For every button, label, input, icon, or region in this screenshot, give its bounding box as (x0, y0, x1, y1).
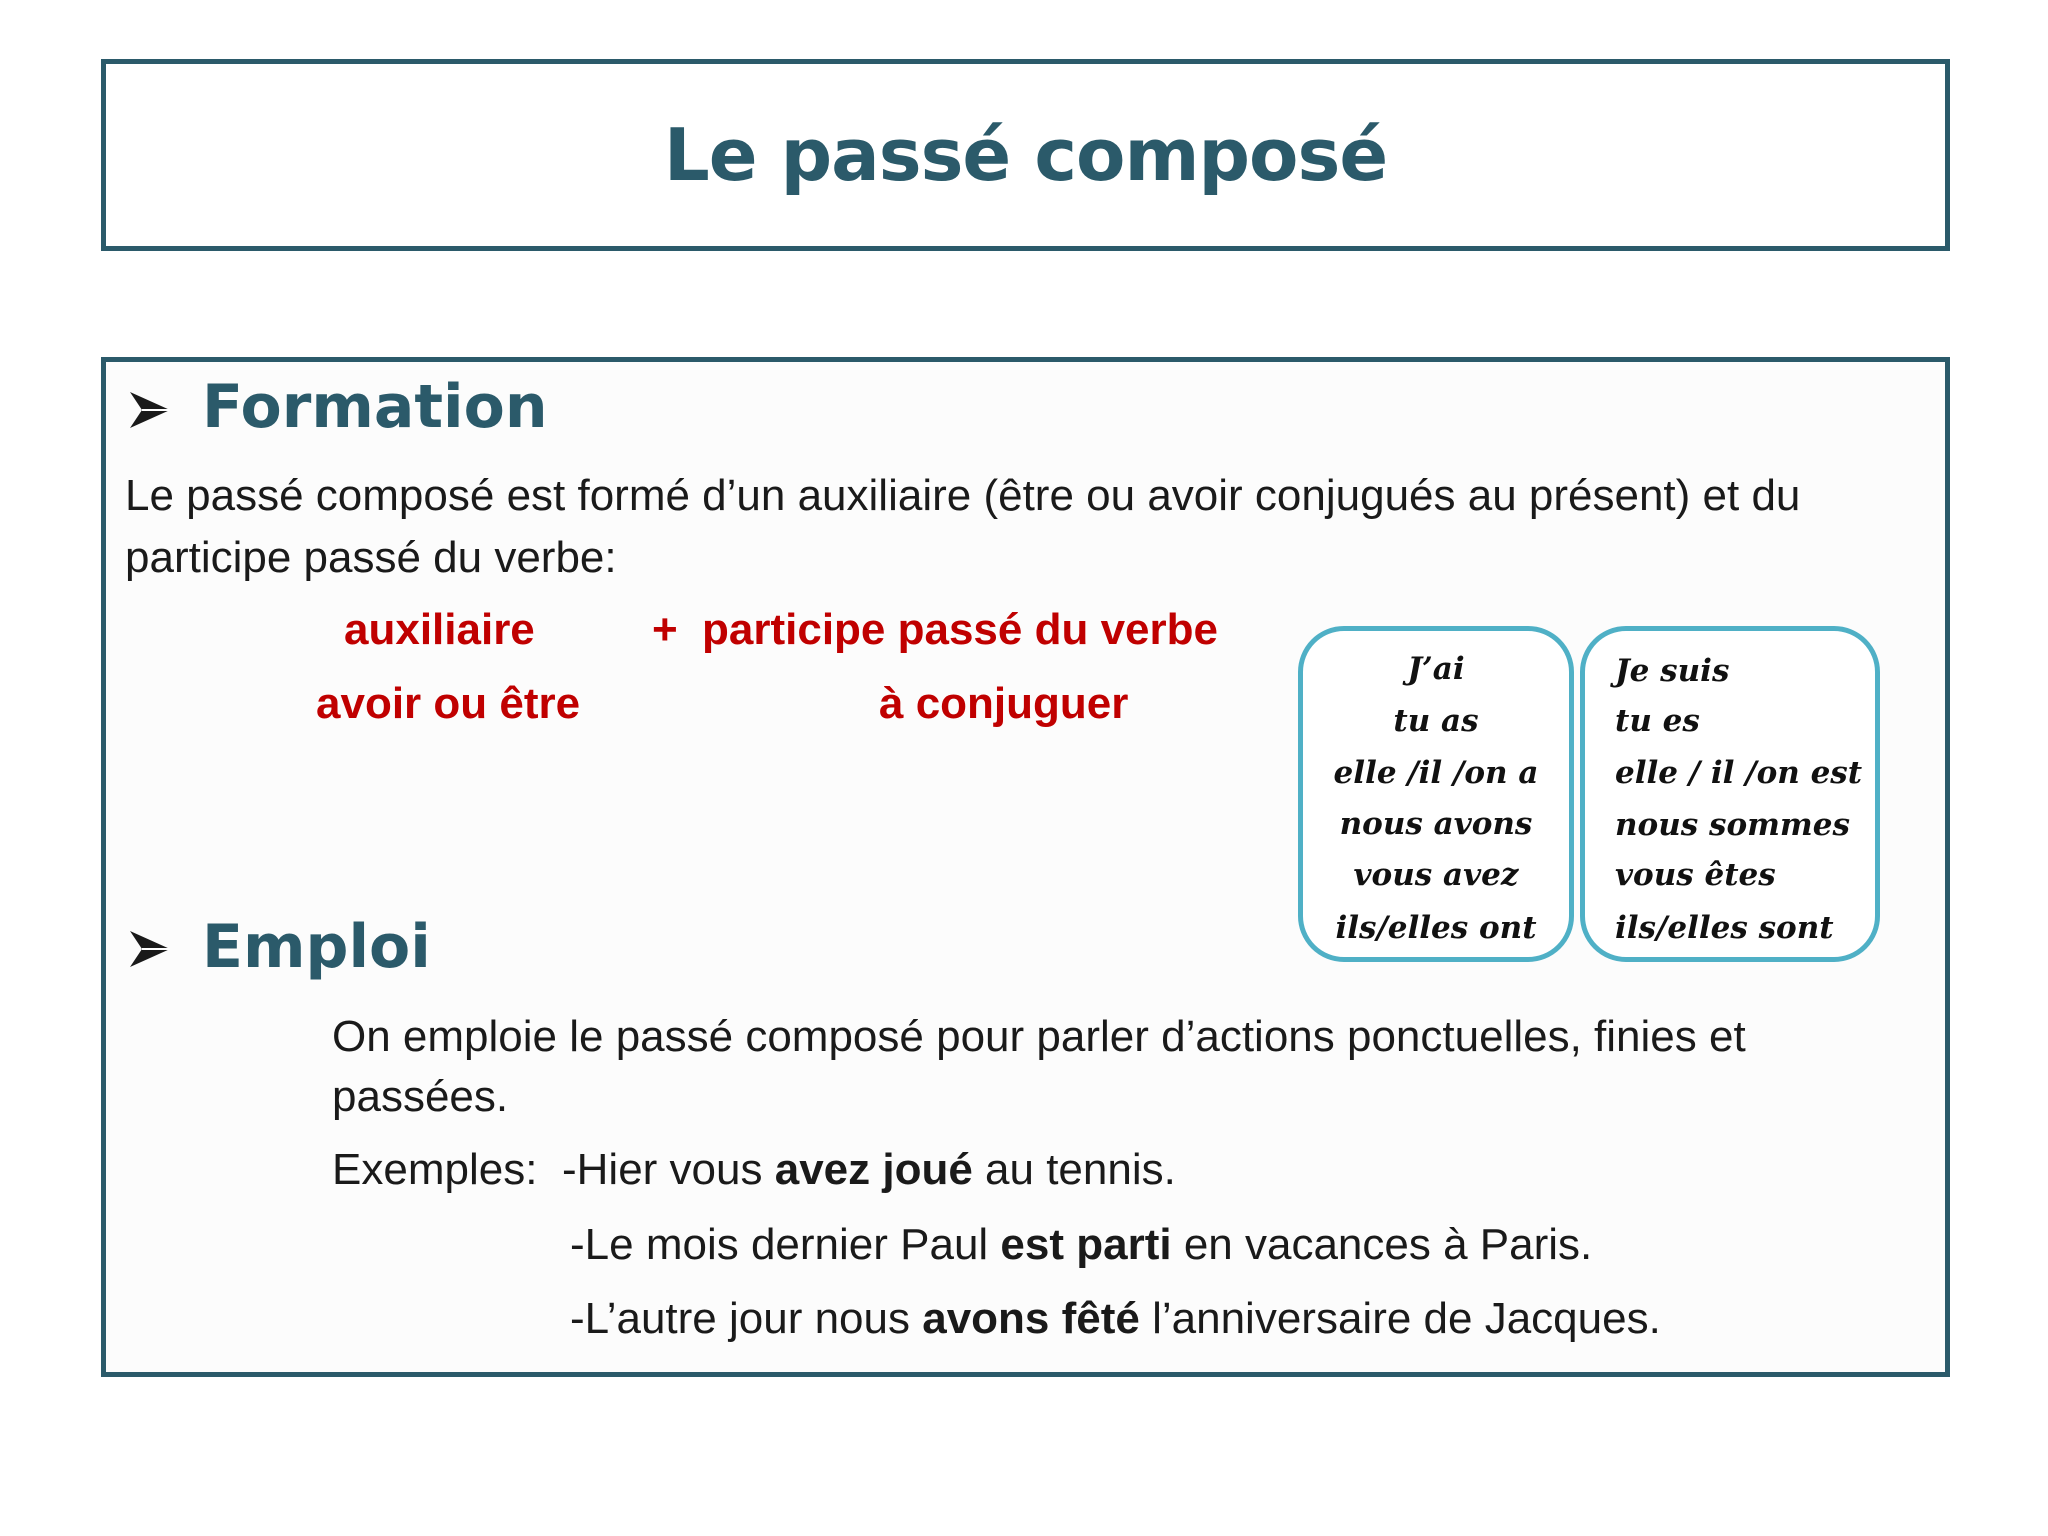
example-text: -Hier vous (562, 1145, 775, 1194)
example-text: -L’autre jour nous (570, 1294, 923, 1343)
example-sentence (562, 1139, 1176, 1201)
page-title: Le passé composé (663, 113, 1388, 197)
avoir-line: nous avons (1339, 806, 1533, 842)
title-box (101, 59, 1950, 251)
etre-line: tu es (1615, 703, 1700, 739)
emploi-text-line2: passées. (332, 1072, 509, 1121)
etre-line: Je suis (1615, 653, 1730, 689)
avoir-line: tu as (1393, 703, 1479, 739)
avoir-line: J’ai (1407, 651, 1465, 687)
example-sentence (570, 1288, 1661, 1350)
formation-text-line2: participe passé du verbe: (125, 533, 617, 582)
example-verb: est parti (1000, 1220, 1172, 1269)
etre-line: ils/elles sont (1615, 910, 1834, 946)
formation-heading: Formation (202, 372, 548, 442)
participe-sub: à conjuguer (879, 679, 1129, 728)
example-verb: avons fêté (922, 1294, 1140, 1343)
participe-label: participe passé du verbe (702, 605, 1218, 654)
example-sentence (570, 1214, 1592, 1276)
emploi-heading: Emploi (202, 912, 431, 982)
arrow-bullet-icon (128, 388, 172, 432)
etre-line: vous êtes (1615, 857, 1776, 893)
avoir-line: ils/elles ont (1335, 910, 1537, 946)
auxiliaire-sub: avoir ou être (316, 679, 581, 728)
content-box (101, 357, 1950, 1377)
avoir-line: vous avez (1353, 857, 1519, 893)
example-text: -Le mois dernier Paul (570, 1220, 1001, 1269)
auxiliaire-label: auxiliaire (344, 605, 535, 654)
etre-conjugation-box (1580, 626, 1880, 962)
plus-sign: + (652, 605, 678, 654)
formation-text-line1: Le passé composé est formé d’un auxiliaire (être ou avoir conjugués au présent) et du (125, 471, 1801, 520)
avoir-conjugation-box (1298, 626, 1574, 962)
etre-line: nous sommes (1615, 807, 1850, 843)
examples-label: Exemples: (332, 1145, 538, 1194)
avoir-line: elle /il /on a (1333, 755, 1539, 791)
arrow-bullet-icon (128, 927, 172, 971)
example-text: au tennis. (972, 1145, 1176, 1194)
etre-line: elle / il /on est (1615, 755, 1863, 791)
emploi-text-line1: On emploie le passé composé pour parler d’actions ponctuelles, finies et (332, 1012, 1746, 1061)
example-text: en vacances à Paris. (1171, 1220, 1593, 1269)
example-text: l’anniversaire de Jacques. (1139, 1294, 1661, 1343)
example-verb: avez joué (774, 1145, 973, 1194)
